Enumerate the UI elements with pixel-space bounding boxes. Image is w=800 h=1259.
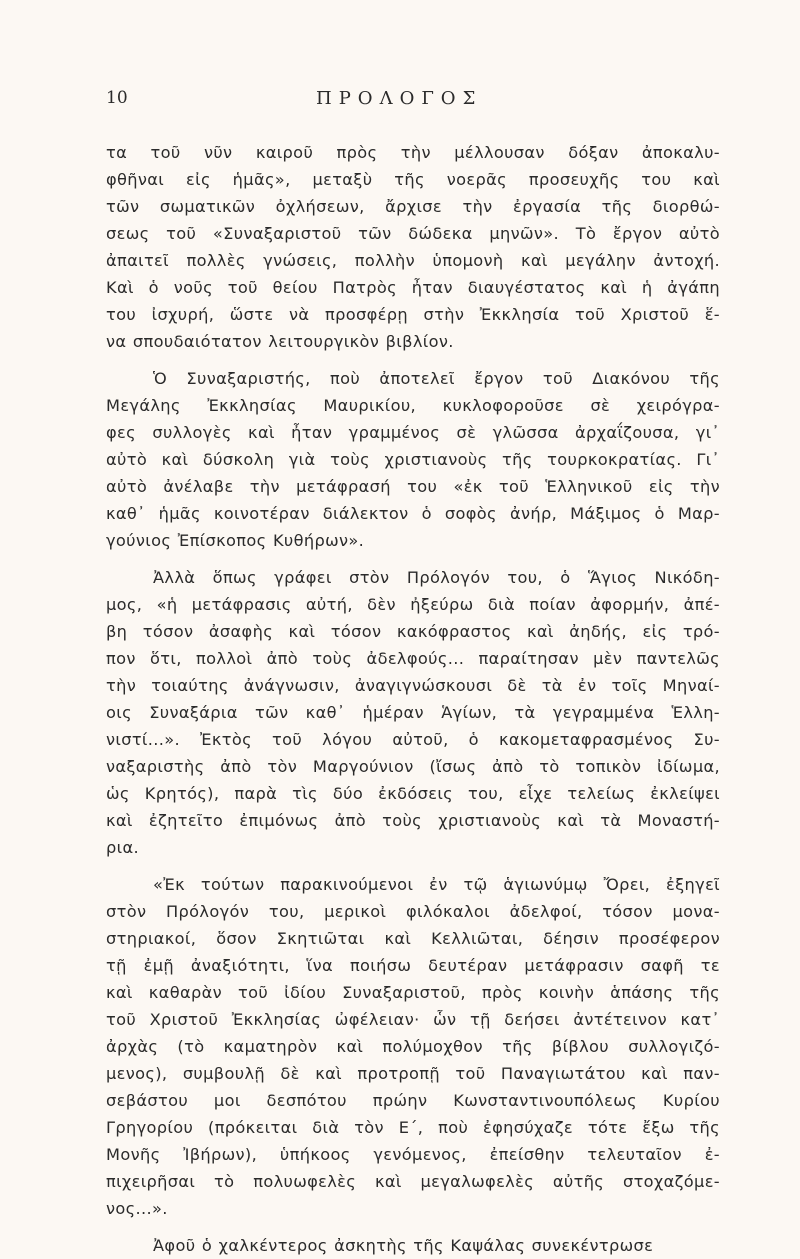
text-line: τῶν σωματικῶν ὀχλήσεων, ἄρχισε τὴν ἐργασία τῆς διορθώ- — [106, 197, 720, 216]
text-line: Γρηγορίου (πρόκειται διὰ τὸν Ε΄, ποὺ ἐφησύχαζε τότε ἔξω τῆς — [106, 1118, 720, 1137]
text-line: φθῆναι εἰς ἡμᾶς», μεταξὺ τῆς νοερᾶς προσευχῆς του καὶ — [106, 170, 720, 189]
text-line: ρια. — [106, 838, 139, 857]
text-line: ὡς Κρητός), παρὰ τὶς δύο ἐκδόσεις του, εἶχε τελείως ἐκλείψει — [106, 784, 720, 803]
paragraph-gap — [106, 355, 720, 365]
text-line: τοῦ Χριστοῦ Ἐκκλησίας ὠφέλειαν· ὧν τῇ δεήσει ἀντέτεινον κατ᾽ — [106, 1010, 720, 1029]
text-line: ναξαριστὴς ἀπὸ τὸν Μαργούνιον (ἴσως ἀπὸ τὸ τοπικὸν ἰδίωμα, — [106, 757, 720, 776]
text-line: Μεγάλης Ἐκκλησίας Μαυρικίου, κυκλοφοροῦσε σὲ χειρόγρα- — [106, 396, 720, 415]
text-line: Ἀφοῦ ὁ χαλκέντερος ἀσκητὴς τῆς Καψάλας συνεκέντρωσε — [153, 1236, 654, 1255]
running-title: ΠΡΟΛΟΓΟΣ — [316, 88, 483, 109]
text-line: σεως τοῦ «Συναξαριστοῦ τῶν δώδεκα μηνῶν». Τὸ ἔργον αὐτὸ — [106, 224, 720, 243]
text-line: να σπουδαιότατον λειτουργικὸν βιβλίον. — [106, 332, 454, 351]
text-line: μενος), συμβουλῇ δὲ καὶ προτροπῇ τοῦ Παναγιωτάτου καὶ παν- — [106, 1064, 720, 1083]
text-line: τῇ ἐμῇ ἀναξιότητι, ἵνα ποιήσω δευτέραν μετάφρασιν σαφῆ τε — [106, 956, 720, 975]
text-line: μος, «ἡ μετάφρασις αὐτή, δὲν ἠξεύρω διὰ ποίαν ἀφορμήν, ἀπέ- — [106, 595, 720, 614]
paragraph — [106, 564, 720, 861]
text-line: του ἰσχυρή, ὥστε νὰ προσφέρῃ στὴν Ἐκκλησία τοῦ Χριστοῦ ἕ- — [106, 305, 720, 324]
page-header — [106, 88, 716, 112]
text-line: σεβάστου μοι δεσπότου πρώην Κωνσταντινουπόλεως Κυρίου — [106, 1091, 720, 1110]
text-line: στὸν Πρόλογόν του, μερικοὶ φιλόκαλοι ἀδελφοί, τόσον μονα- — [106, 902, 720, 921]
text-line: «Ἐκ τούτων παρακινούμενοι ἐν τῷ ἁγιωνύμῳ Ὄρει, ἐξηγεῖ — [153, 875, 720, 894]
paragraph-gap — [106, 1222, 720, 1232]
text-line: τα τοῦ νῦν καιροῦ πρὸς τὴν μέλλουσαν δόξαν ἀποκαλυ- — [106, 143, 720, 162]
text-line: ἀπαιτεῖ πολλὲς γνώσεις, πολλὴν ὑπομονὴ καὶ μεγάλην ἀντοχή. — [106, 251, 720, 270]
text-line: Ἀλλὰ ὅπως γράφει στὸν Πρόλογόν του, ὁ Ἅγιος Νικόδη- — [153, 568, 720, 587]
text-line: καὶ καθαρὰν τοῦ ἰδίου Συναξαριστοῦ, πρὸς κοινὴν ἁπάσης τῆς — [106, 983, 720, 1002]
text-line: πιχειρῆσαι τὸ πολυωφελὲς καὶ μεγαλωφελὲς αὐτῆς στοχαζόμε- — [106, 1172, 720, 1191]
paragraph-gap — [106, 554, 720, 564]
paragraph — [106, 365, 720, 554]
paragraph-gap — [106, 861, 720, 871]
text-line: οις Συναξάρια τῶν καθ᾽ ἡμέραν Ἁγίων, τὰ γεγραμμένα Ἑλλη- — [106, 703, 720, 722]
text-line: ἀρχὰς (τὸ καματηρὸν καὶ πολύμοχθον τῆς βίβλου συλλογιζό- — [106, 1037, 720, 1056]
text-line: καθ᾽ ἡμᾶς κοινοτέραν διάλεκτον ὁ σοφὸς ἀνήρ, Μάξιμος ὁ Μαρ- — [106, 504, 720, 523]
text-line: βη τόσον ἀσαφὴς καὶ τόσον κακόφραστος καὶ ἀηδής, εἰς τρό- — [106, 622, 720, 641]
text-line: Ὁ Συναξαριστής, ποὺ ἀποτελεῖ ἔργον τοῦ Διακόνου τῆς — [153, 369, 720, 388]
text-line: αὐτὸ καὶ δύσκολη γιὰ τοὺς χριστιανοὺς τῆς τουρκοκρατίας. Γι᾽ — [106, 450, 720, 469]
text-line: Καὶ ὁ νοῦς τοῦ θείου Πατρὸς ἦταν διαυγέστατος καὶ ἡ ἀγάπη — [106, 278, 720, 297]
text-line: νιστί...». Ἐκτὸς τοῦ λόγου αὐτοῦ, ὁ κακομεταφρασμένος Συ- — [106, 730, 720, 749]
page-number: 10 — [106, 88, 128, 108]
paragraph — [106, 871, 720, 1222]
text-line: νος...». — [106, 1199, 168, 1218]
text-line: γούνιος Ἐπίσκοπος Κυθήρων». — [106, 531, 365, 550]
text-line: φες συλλογὲς καὶ ἦταν γραμμένος σὲ γλῶσσα ἀρχαΐζουσα, γι᾽ — [106, 423, 720, 442]
text-line: αὐτὸ ἀνέλαβε τὴν μετάφρασή του «ἐκ τοῦ Ἑλληνικοῦ εἰς τὴν — [106, 477, 720, 496]
text-line: στηριακοί, ὅσον Σκητιῶται καὶ Κελλιῶται, δέησιν προσέφερον — [106, 929, 720, 948]
paragraph — [106, 139, 720, 355]
text-line: Μονῆς Ἰβήρων), ὑπήκοος γενόμενος, ἐπείσθην τελευταῖον ἐ- — [106, 1145, 720, 1164]
paragraph — [106, 1232, 720, 1259]
text-line: τὴν τοιαύτης ἀνάγνωσιν, ἀναγιγνώσκουσι δὲ τὰ ἐν τοῖς Μηναί- — [106, 676, 720, 695]
text-line: πον ὅτι, πολλοὶ ἀπὸ τοὺς ἀδελφούς... παραίτησαν μὲν παντελῶς — [106, 649, 720, 668]
body-text — [106, 139, 720, 1259]
text-line: καὶ ἐζητεῖτο ἐπιμόνως ἀπὸ τοὺς χριστιανοὺς καὶ τὰ Μοναστή- — [106, 811, 720, 830]
